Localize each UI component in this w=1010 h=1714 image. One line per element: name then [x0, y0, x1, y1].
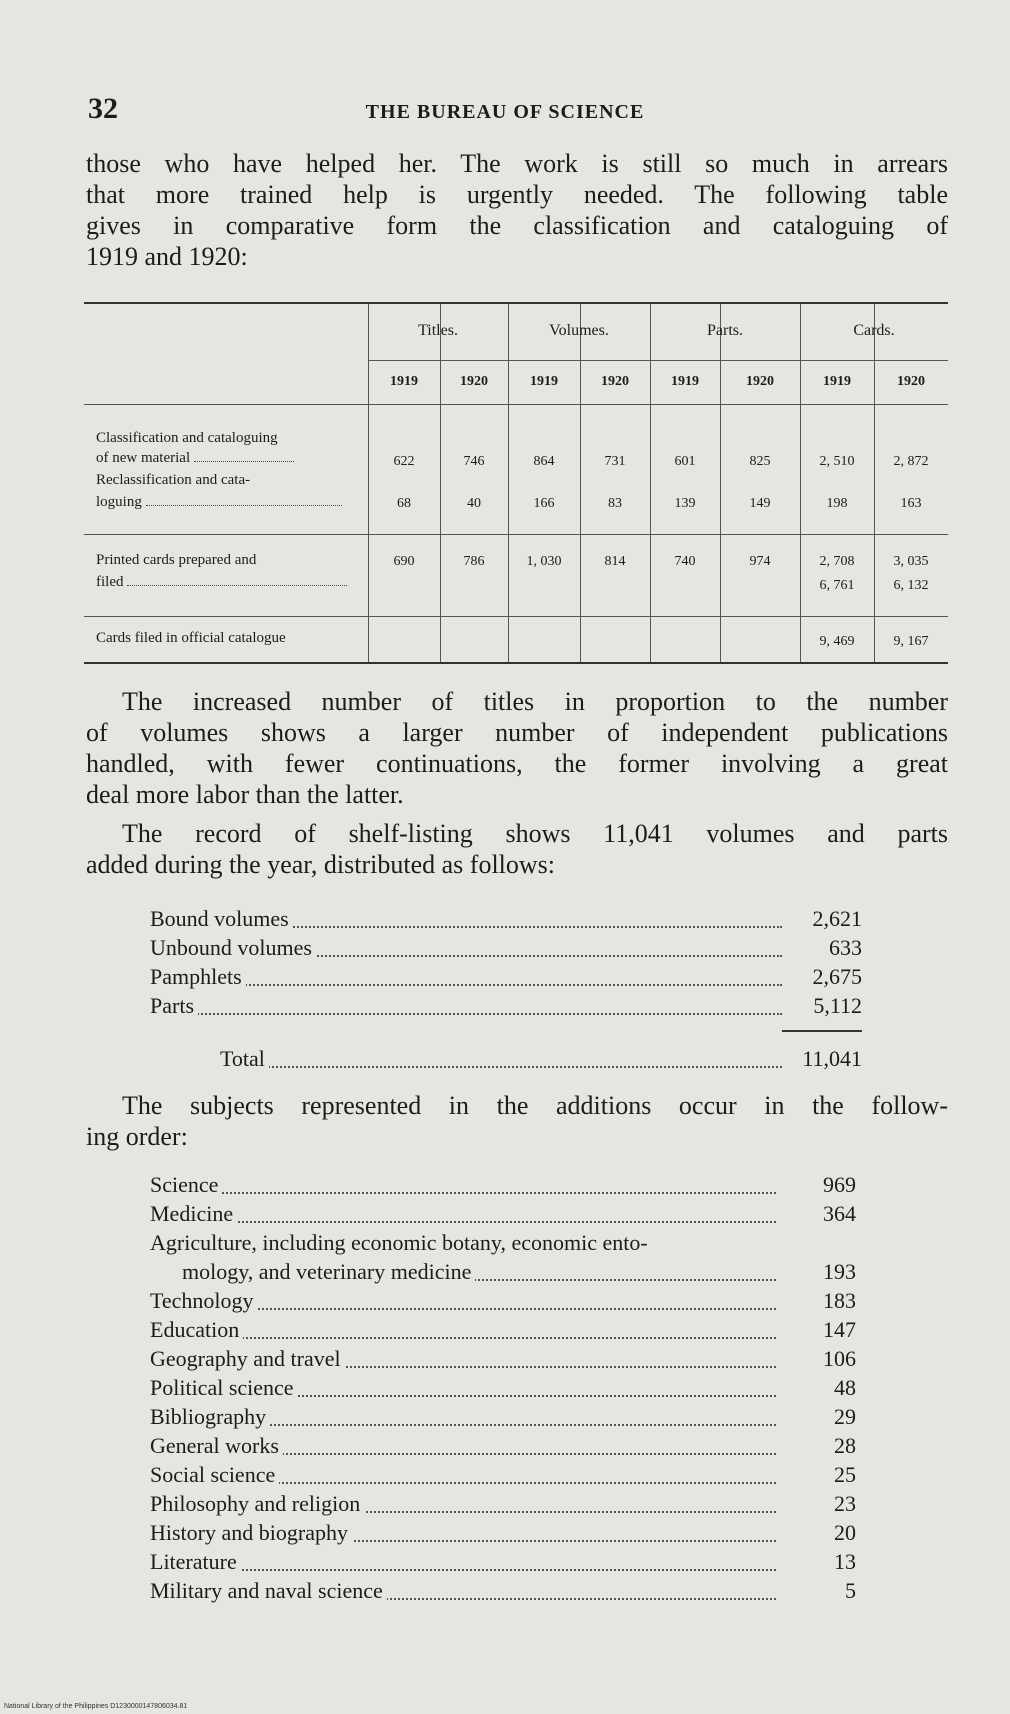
list-item	[150, 1230, 856, 1259]
item-value: 29	[834, 1404, 856, 1429]
list-item	[150, 1259, 856, 1288]
item-label: Literature	[150, 1549, 241, 1575]
item-value: 5,112	[813, 993, 862, 1018]
row-label	[96, 428, 278, 448]
item-label: Bibliography	[150, 1404, 270, 1430]
shelf-total	[150, 1046, 862, 1075]
year-header: 1920	[746, 374, 774, 389]
list-item	[150, 935, 862, 964]
total-label: Total	[220, 1046, 269, 1072]
header-volumes: Volumes.	[549, 322, 609, 339]
table-cell: 825	[749, 454, 771, 469]
table-cell: 2, 708	[819, 554, 855, 569]
item-value: 23	[834, 1491, 856, 1516]
text-line: that more trained help is urgently needed. The following table	[86, 180, 948, 209]
subjects-list	[150, 1172, 856, 1607]
table-cell: 163	[900, 496, 922, 511]
item-label: Unbound volumes	[150, 935, 316, 961]
year-header: 1919	[530, 374, 558, 389]
table-cell: 149	[749, 496, 771, 511]
list-item	[150, 1520, 856, 1549]
shelf-list	[150, 906, 862, 1022]
item-value: 364	[823, 1201, 856, 1226]
page-number: 32	[88, 92, 118, 125]
text-line: handled, with fewer continuations, the former involving a great	[86, 749, 948, 778]
table-cell: 3, 035	[893, 554, 929, 569]
paragraph-subjects	[86, 1090, 948, 1152]
list-item	[150, 906, 862, 935]
label-line: Classification and cataloguing	[96, 430, 278, 446]
item-value: 2,621	[812, 906, 862, 931]
table-cell: 1, 030	[526, 554, 562, 569]
item-label: Geography and travel	[150, 1346, 345, 1372]
text-line: those who have helped her. The work is still so much in arrears	[86, 149, 948, 178]
year-header: 1920	[460, 374, 488, 389]
text-line: 1919 and 1920:	[86, 242, 248, 271]
total-rule	[782, 1030, 862, 1032]
year-header: 1919	[390, 374, 418, 389]
item-label: Science	[150, 1172, 222, 1198]
row-label	[96, 550, 256, 570]
item-label: Political science	[150, 1375, 298, 1401]
scan-footer-note: National Library of the Philippines D1230000147806034.81	[4, 1703, 188, 1710]
list-item	[150, 1288, 856, 1317]
item-label: History and biography	[150, 1520, 352, 1546]
text-line: The subjects represented in the additions occur in the follow-	[122, 1091, 948, 1120]
list-item	[150, 1375, 856, 1404]
table-cell: 746	[463, 454, 485, 469]
table-cell: 740	[674, 554, 696, 569]
text-line: ing order:	[86, 1122, 188, 1151]
list-item	[150, 964, 862, 993]
text-line: of volumes shows a larger number of independent publications	[86, 718, 948, 747]
header-cards: Cards.	[853, 322, 895, 339]
item-label: Philosophy and religion	[150, 1491, 364, 1517]
item-value: 193	[823, 1259, 856, 1284]
year-header: 1920	[897, 374, 925, 389]
label-line: Printed cards prepared and	[96, 552, 257, 568]
header-parts: Parts.	[707, 322, 743, 339]
item-value: 106	[823, 1346, 856, 1371]
item-value: 147	[823, 1317, 856, 1342]
table-cell: 690	[393, 554, 415, 569]
list-item	[150, 1549, 856, 1578]
table-cell: 166	[533, 496, 555, 511]
year-header: 1919	[671, 374, 699, 389]
list-item	[150, 1404, 856, 1433]
table-cell: 6, 132	[893, 578, 929, 593]
text-line: gives in comparative form the classification and cataloguing of	[86, 211, 948, 240]
item-value: 2,675	[812, 964, 862, 989]
item-label: Military and naval science	[150, 1578, 387, 1604]
row-label	[96, 572, 347, 592]
item-label: mology, and veterinary medicine	[182, 1259, 475, 1285]
item-label: Technology	[150, 1288, 258, 1314]
item-label: Pamphlets	[150, 964, 246, 990]
list-item	[150, 1317, 856, 1346]
list-item	[150, 1172, 856, 1201]
header-titles: Titles.	[418, 322, 458, 339]
table-cell: 786	[463, 554, 485, 569]
cataloguing-table	[84, 302, 948, 664]
label-line: loguing	[96, 494, 142, 510]
item-label: Parts	[150, 993, 198, 1019]
item-label: Education	[150, 1317, 243, 1343]
list-item	[150, 1346, 856, 1375]
item-label: Medicine	[150, 1201, 237, 1227]
item-value: 13	[834, 1549, 856, 1574]
item-value: 5	[845, 1578, 856, 1603]
table-cell: 601	[674, 454, 696, 469]
list-item	[150, 1491, 856, 1520]
row-label	[96, 470, 250, 490]
list-item	[150, 1462, 856, 1491]
row-label	[96, 492, 342, 512]
label-line: of new material	[96, 450, 191, 466]
table-cell: 6, 761	[819, 578, 855, 593]
list-item	[150, 993, 862, 1022]
table-cell: 198	[826, 496, 848, 511]
item-value: 969	[823, 1172, 856, 1197]
year-header: 1919	[823, 374, 851, 389]
item-label: Social science	[150, 1462, 279, 1488]
item-value: 183	[823, 1288, 856, 1313]
table-cell: 9, 167	[893, 634, 929, 649]
text-line: deal more labor than the latter.	[86, 780, 404, 809]
label-line: filed	[96, 574, 124, 590]
row-label	[96, 448, 294, 468]
table-cell: 83	[608, 496, 622, 511]
list-item	[150, 1433, 856, 1462]
text-line: The record of shelf-listing shows 11,041 volumes and parts	[122, 819, 948, 848]
paragraph-shelf-listing	[86, 818, 948, 880]
table-cell: 139	[674, 496, 696, 511]
year-header: 1920	[601, 374, 629, 389]
label-line: Cards filed in official catalogue	[96, 630, 286, 646]
table-cell: 864	[533, 454, 555, 469]
paragraph-titles-ratio	[86, 686, 948, 810]
table-cell: 9, 469	[819, 634, 855, 649]
running-head: THE BUREAU OF SCIENCE	[365, 101, 645, 123]
intro-paragraph	[86, 148, 948, 272]
item-label: Bound volumes	[150, 906, 293, 932]
label-line: Reclassification and cata-	[96, 472, 251, 488]
table-cell: 68	[397, 496, 411, 511]
list-item	[150, 1578, 856, 1607]
item-label: Agriculture, including economic botany, economic ento-	[150, 1230, 652, 1256]
item-label: General works	[150, 1433, 283, 1459]
text-line: added during the year, distributed as follows:	[86, 850, 556, 879]
table-cell: 731	[604, 454, 626, 469]
item-value: 20	[834, 1520, 856, 1545]
item-value: 28	[834, 1433, 856, 1458]
row-label	[96, 628, 286, 648]
table-cell: 974	[749, 554, 771, 569]
list-item	[150, 1201, 856, 1230]
total-value: 11,041	[802, 1046, 862, 1071]
table-cell: 622	[393, 454, 415, 469]
table-cell: 2, 872	[893, 454, 929, 469]
table-cell: 40	[467, 496, 481, 511]
total-row	[150, 1046, 862, 1075]
item-value: 48	[834, 1375, 856, 1400]
table-cell: 814	[604, 554, 626, 569]
text-line: The increased number of titles in proportion to the number	[122, 687, 948, 716]
item-value: 25	[834, 1462, 856, 1487]
item-value: 633	[829, 935, 862, 960]
table-cell: 2, 510	[819, 454, 855, 469]
